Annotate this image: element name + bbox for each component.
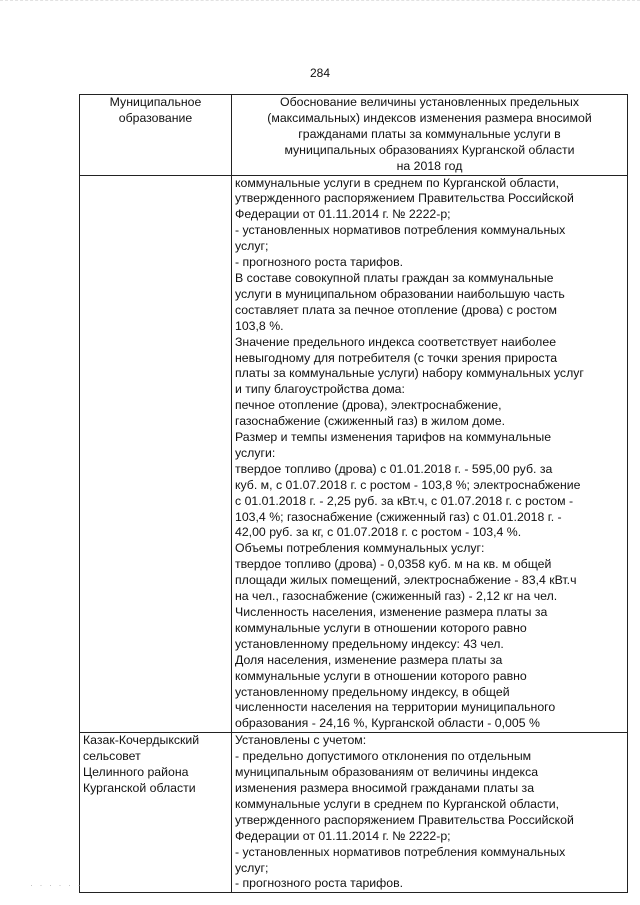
- text-line: установленному предельному индексу: 43 чел.: [235, 636, 504, 651]
- text-line: твердое топливо (дрова) с 01.01.2018 г. - 595,00 руб. за: [235, 461, 553, 476]
- text-line: Доля населения, изменение размера платы за: [235, 652, 503, 667]
- text-line: коммунальные услуги в среднем по Курганской области,: [235, 175, 560, 190]
- text-line: - установленных нормативов потребления коммунальных: [235, 223, 566, 238]
- justification-cell: [232, 175, 628, 733]
- table-header-row: [80, 95, 628, 176]
- text-line: Казак-Кочердыкский: [83, 733, 200, 748]
- text-line: платы за коммунальные услуги) набору коммунальных услуг: [235, 366, 584, 381]
- text-line: куб. м, с 01.07.2018 г. с ростом - 103,8 %; электроснабжение: [235, 477, 581, 492]
- text-line: Целинного района: [83, 765, 189, 780]
- text-line: на чел., газоснабжение (сжиженный газ) - 2,12 кг на чел.: [235, 589, 558, 604]
- table-row: [80, 733, 628, 893]
- text-line: Численность населения, изменение размера платы за: [235, 605, 548, 619]
- header-text-line: муниципальных образованиях Курганской области: [284, 142, 575, 157]
- text-line: изменения размера вносимой гражданами платы за: [235, 780, 535, 795]
- text-line: площади жилых помещений, электроснабжение - 83,4 кВт.ч: [235, 573, 577, 588]
- text-line: сельсовет: [83, 749, 141, 764]
- text-line: Объемы потребления коммунальных услуг:: [235, 541, 485, 556]
- text-line: Федерации от 01.11.2014 г. № 2222-р;: [235, 207, 451, 222]
- text-line: услуг;: [235, 860, 269, 875]
- header-justification: [232, 95, 628, 176]
- text-line: и типу благоустройства дома:: [235, 382, 405, 397]
- text-line: коммунальные услуги в отношении которого равно: [235, 620, 527, 635]
- municipality-cell: [80, 175, 232, 733]
- text-line: Значение предельного индекса соответствует наиболее: [235, 334, 557, 349]
- text-line: 42,00 руб. за кг, с 01.07.2018 г. с ростом - 103,4 %.: [235, 525, 522, 540]
- tariff-justification-table: [79, 94, 628, 893]
- scan-footer-mark: · · · · · ·: [30, 880, 83, 890]
- text-line: газоснабжение (сжиженный газ) в жилом доме.: [235, 414, 506, 429]
- header-text-line: (максимальных) индексов изменения размера вносимой: [267, 110, 592, 125]
- scan-edge-marks: [0, 0, 640, 5]
- text-line: невыгодному для потребителя (с точки зрения прироста: [235, 350, 558, 365]
- text-line: твердое топливо (дрова) - 0,0358 куб. м на кв. м общей: [235, 557, 552, 572]
- header-text-line: образование: [118, 110, 193, 125]
- text-line: 103,8 %.: [235, 318, 284, 333]
- table-row: [80, 175, 628, 733]
- text-line: - прогнозного роста тарифов.: [235, 876, 404, 891]
- text-line: Размер и темпы изменения тарифов на коммунальные: [235, 430, 552, 445]
- text-line: муниципальным образованиям от величины индекса: [235, 765, 539, 780]
- text-line: утвержденного распоряжением Правительства Российской: [235, 812, 574, 827]
- text-line: установленному предельному индексу, в общей: [235, 684, 510, 699]
- text-line: услуги в муниципальном образовании наибольшую часть: [235, 286, 565, 301]
- text-line: Федерации от 01.11.2014 г. № 2222-р;: [235, 828, 451, 843]
- header-text-line: на 2018 год: [396, 158, 463, 173]
- text-line: утвержденного распоряжением Правительства Российской: [235, 191, 574, 206]
- header-text-line: гражданами платы за коммунальные услуги в: [298, 126, 561, 141]
- text-line: 103,4 %; газоснабжение (сжиженный газ) с 01.01.2018 г. -: [235, 509, 562, 524]
- header-municipality: [80, 95, 232, 176]
- text-line: образования - 24,16 %, Курганской области - 0,005 %: [235, 716, 540, 731]
- text-line: - предельно допустимого отклонения по отдельным: [235, 749, 532, 764]
- page-number: 284: [309, 66, 331, 80]
- text-line: коммунальные услуги в среднем по Курганской области,: [235, 796, 560, 811]
- text-line: Курганской области: [83, 780, 196, 795]
- header-text-line: Муниципальное: [109, 95, 202, 109]
- text-line: - установленных нормативов потребления коммунальных: [235, 844, 566, 859]
- text-line: услуг;: [235, 239, 269, 254]
- text-line: составляет плата за печное отопление (дрова) с ростом: [235, 302, 557, 317]
- text-line: печное отопление (дрова), электроснабжение,: [235, 398, 502, 413]
- municipality-cell: [80, 733, 232, 893]
- text-line: Установлены с учетом:: [235, 733, 367, 748]
- text-line: коммунальные услуги в отношении которого равно: [235, 668, 527, 683]
- text-line: - прогнозного роста тарифов.: [235, 255, 404, 270]
- text-line: с 01.01.2018 г. - 2,25 руб. за кВт.ч, с 01.07.2018 г. с ростом -: [235, 493, 574, 508]
- header-text-line: Обоснование величины установленных предельных: [280, 95, 579, 109]
- justification-cell: [232, 733, 628, 893]
- text-line: В составе совокупной платы граждан за коммунальные: [235, 270, 554, 285]
- text-line: услуги:: [235, 445, 276, 460]
- text-line: численности населения на территории муниципального: [235, 700, 556, 715]
